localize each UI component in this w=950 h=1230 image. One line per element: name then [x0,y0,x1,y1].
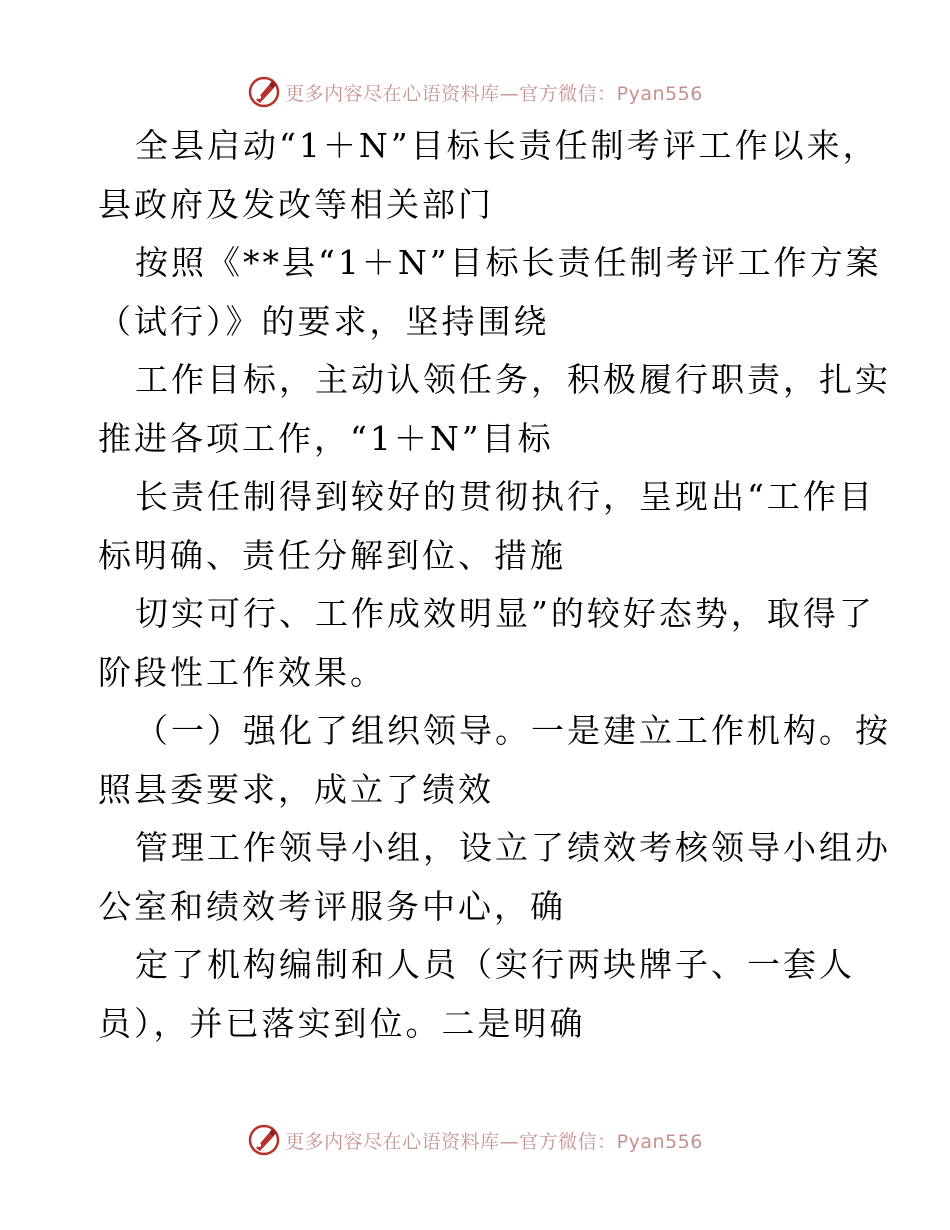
text-line: 县政府及发改等相关部门 [98,184,494,224]
header-watermark [0,72,950,112]
footer-watermark [0,1120,950,1160]
text-line: 员），并已落实到位。二是明确 [98,1003,586,1043]
watermark-text: 更多内容尽在心语资料库—官方微信：Pyan556 [285,82,703,105]
pen-logo-icon [247,75,281,109]
text-line: 全县启动“1＋N”目标长责任制考评工作以来， [135,126,879,165]
watermark-text: 更多内容尽在心语资料库—官方微信：Pyan556 [285,1130,703,1153]
text-line: 定了机构编制和人员（实行两块牌子、一套人 [135,945,855,984]
text-line: 标明确、责任分解到位、措施 [98,535,566,575]
text-line: 工作目标，主动认领任务，积极履行职责，扎实 [135,360,891,399]
text-line: 公室和绩效考评服务中心，确 [98,886,566,926]
text-line: 照县委要求，成立了绩效 [98,769,494,809]
document-body [98,117,891,1053]
text-line: （试行）》的要求，坚持围绕 [98,301,550,341]
pen-logo-icon [247,1123,281,1157]
text-line: 长责任制得到较好的贯彻执行，呈现出“工作目 [135,477,875,516]
text-line: 推进各项工作，“1＋N”目标 [98,418,554,458]
text-line: 切实可行、工作成效明显”的较好态势，取得了 [135,594,875,633]
text-line: （一）强化了组织领导。一是建立工作机构。按 [135,711,891,750]
text-line: 管理工作领导小组，设立了绩效考核领导小组办 [135,828,891,867]
text-line: 阶段性工作效果。 [98,652,386,692]
text-line: 按照《**县“1＋N”目标长责任制考评工作方案 [135,243,882,282]
